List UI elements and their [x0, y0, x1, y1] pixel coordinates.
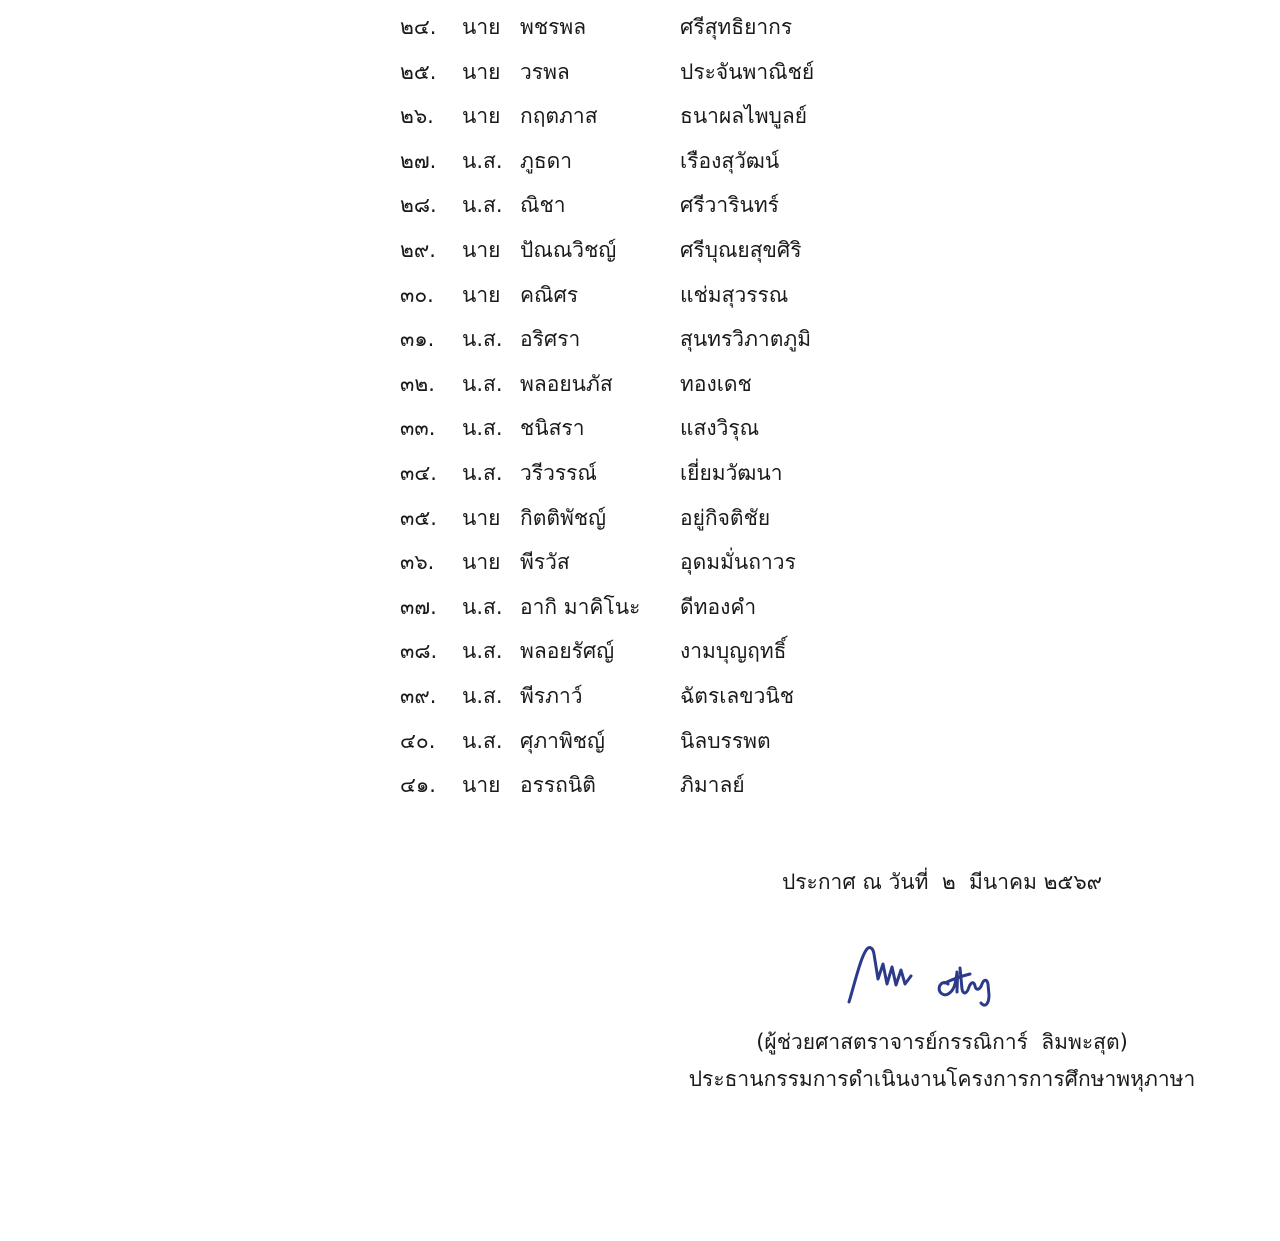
row-number: ๒๔.	[400, 15, 437, 39]
row-last-name: สุนทรวิภาตภูมิ	[680, 327, 812, 352]
row-number: ๓๐.	[400, 282, 434, 307]
roster-row	[400, 5, 1120, 50]
row-last-name: ศรีสุทธิยากร	[680, 15, 793, 39]
roster-row	[400, 139, 1120, 184]
row-first-name: ศุภาพิชญ์	[520, 728, 605, 753]
row-title-prefix: น.ส.	[462, 683, 503, 708]
row-first-name: วรีวรรณ์	[520, 460, 597, 485]
row-title-prefix: น.ส.	[462, 371, 503, 396]
row-title-prefix: นาย	[462, 505, 501, 530]
row-title-prefix: นาย	[462, 773, 501, 798]
row-first-name: พลอยนภัส	[520, 371, 613, 396]
roster-row	[400, 763, 1120, 808]
roster-row	[400, 629, 1120, 674]
row-title-prefix: นาย	[462, 59, 501, 84]
roster-row	[400, 273, 1120, 318]
row-first-name: อรรถนิติ	[520, 773, 596, 798]
row-last-name: นิลบรรพต	[680, 728, 771, 753]
signer-position: ประธานกรรมการดำเนินงานโครงการการศึกษาพหุภาษา	[688, 1067, 1196, 1091]
row-last-name: อยู่กิจติชัย	[680, 505, 771, 530]
row-first-name: พลอยรัศญ์	[520, 639, 615, 664]
row-number: ๓๑.	[400, 327, 435, 352]
roster-row	[400, 674, 1120, 719]
row-first-name: อริศรา	[520, 327, 581, 352]
row-title-prefix: น.ส.	[462, 416, 503, 441]
row-title-prefix: น.ส.	[462, 594, 503, 619]
row-first-name: อากิ มาคิโนะ	[520, 594, 641, 619]
row-last-name: แสงวิรุณ	[680, 416, 760, 441]
row-last-name: งามบุญฤทธิ์	[680, 639, 787, 664]
announcement-date-line: ประกาศ ณ วันที่ ๒ มีนาคม ๒๕๖๙	[781, 870, 1103, 894]
row-last-name: อุดมมั่นถาวร	[680, 550, 796, 575]
row-title-prefix: นาย	[462, 282, 501, 307]
row-number: ๓๕.	[400, 505, 437, 530]
roster-row	[400, 228, 1120, 273]
row-number: ๓๖.	[400, 550, 435, 575]
row-first-name: พีรวัส	[520, 550, 570, 575]
row-last-name: ภิมาลย์	[680, 773, 745, 798]
row-last-name: ดีทองคำ	[680, 594, 757, 619]
signature-ink-icon	[845, 942, 1015, 1016]
row-first-name: ภูธดา	[520, 148, 573, 173]
roster-row	[400, 451, 1120, 496]
row-number: ๒๕.	[400, 59, 437, 84]
row-title-prefix: น.ส.	[462, 327, 503, 352]
row-number: ๓๘.	[400, 639, 438, 664]
row-first-name: คณิศร	[520, 282, 579, 307]
row-last-name: ธนาผลไพบูลย์	[680, 104, 808, 129]
row-first-name: วรพล	[520, 59, 570, 84]
row-title-prefix: นาย	[462, 104, 501, 129]
roster-row	[400, 496, 1120, 541]
row-title-prefix: นาย	[462, 15, 501, 39]
row-first-name: ชนิสรา	[520, 416, 585, 441]
roster-row	[400, 183, 1120, 228]
roster-row	[400, 540, 1120, 585]
row-number: ๓๓.	[400, 416, 436, 441]
row-title-prefix: น.ส.	[462, 148, 503, 173]
row-first-name: พีรภาว์	[520, 683, 583, 708]
row-first-name: ณิชา	[520, 193, 566, 218]
row-number: ๒๙.	[400, 237, 436, 262]
row-number: ๒๘.	[400, 193, 437, 218]
roster-row	[400, 719, 1120, 764]
signature	[845, 942, 1015, 1016]
row-number: ๓๔.	[400, 460, 437, 485]
row-first-name: พชรพล	[520, 15, 587, 39]
row-first-name: กฤตภาส	[520, 104, 598, 129]
row-number: ๒๗.	[400, 148, 437, 173]
row-number: ๓๒.	[400, 371, 435, 396]
row-number: ๓๙.	[400, 683, 437, 708]
row-last-name: ประจันพาณิชย์	[680, 59, 815, 84]
row-last-name: ศรีวารินทร์	[680, 193, 779, 218]
row-first-name: ปัณณวิชญ์	[520, 237, 617, 262]
row-title-prefix: น.ส.	[462, 193, 503, 218]
name-roster	[400, 5, 1120, 808]
row-title-prefix: น.ส.	[462, 728, 503, 753]
roster-row	[400, 317, 1120, 362]
roster-row	[400, 94, 1120, 139]
row-first-name: กิตติพัชญ์	[520, 505, 606, 530]
row-last-name: ฉัตรเลขวนิช	[680, 683, 795, 708]
row-number: ๓๗.	[400, 594, 437, 619]
row-last-name: เยี่ยมวัฒนา	[680, 460, 783, 485]
row-last-name: เรืองสุวัฒน์	[680, 148, 780, 173]
row-title-prefix: นาย	[462, 550, 501, 575]
row-title-prefix: นาย	[462, 237, 501, 262]
row-title-prefix: น.ส.	[462, 460, 503, 485]
signer-name: (ผู้ช่วยศาสตราจารย์กรรณิการ์ ลิมพะสุต)	[756, 1030, 1128, 1054]
row-last-name: ทองเดช	[680, 371, 752, 396]
row-number: ๒๖.	[400, 104, 434, 129]
row-last-name: แช่มสุวรรณ	[680, 282, 789, 307]
row-number: ๔๐.	[400, 728, 436, 753]
row-last-name: ศรีบุณยสุขศิริ	[680, 237, 802, 262]
roster-row	[400, 50, 1120, 95]
row-title-prefix: น.ส.	[462, 639, 503, 664]
row-number: ๔๑.	[400, 773, 436, 798]
roster-row	[400, 406, 1120, 451]
roster-row	[400, 362, 1120, 407]
roster-row	[400, 585, 1120, 630]
